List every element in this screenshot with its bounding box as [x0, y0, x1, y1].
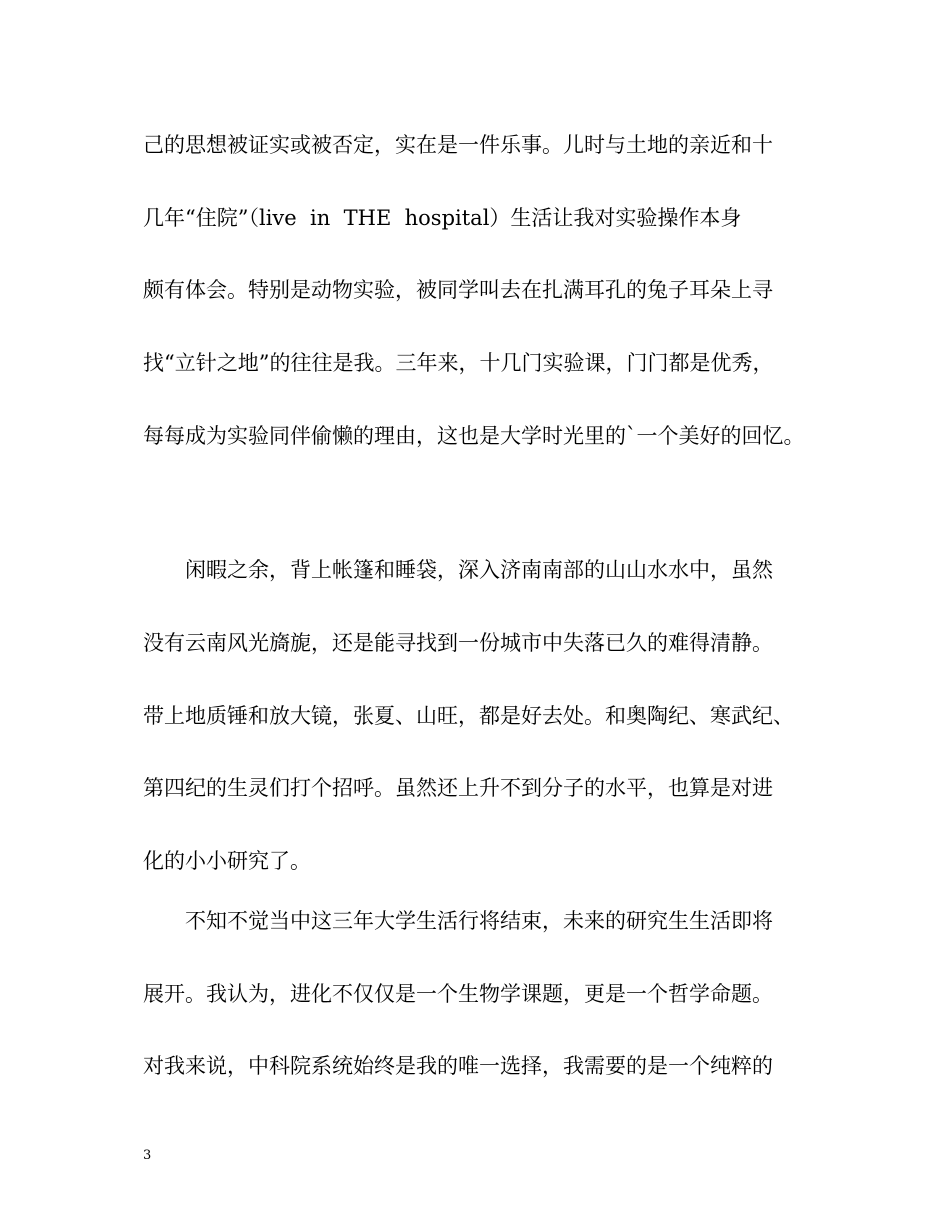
paragraph-line: 展开。我认为，进化不仅仅是一个生物学课题，更是一个哲学命题。 — [143, 982, 773, 1006]
paragraph-line: 没有云南风光旖旎，还是能寻找到一份城市中失落已久的难得清静。 — [143, 631, 773, 655]
paragraph-line: 找“立针之地”的往往是我。三年来，十几门实验课，门门都是优秀， — [143, 351, 774, 375]
paragraph-line: 几年“住院”（live in THE hospital）生活让我对实验操作本身 — [143, 206, 742, 230]
paragraph-line: 闲暇之余，背上帐篷和睡袋，深入济南南部的山山水水中，虽然 — [185, 558, 773, 582]
paragraph-line: 颇有体会。特别是动物实验，被同学叫去在扎满耳孔的兔子耳朵上寻 — [143, 278, 773, 302]
paragraph-line: 每每成为实验同伴偷懒的理由，这也是大学时光里的`一个美好的回忆。 — [143, 424, 805, 448]
paragraph-line: 化的小小研究了。 — [143, 849, 311, 873]
paragraph-line: 对我来说，中科院系统始终是我的唯一选择，我需要的是一个纯粹的 — [143, 1054, 773, 1078]
page-number: 3 — [143, 1148, 152, 1163]
paragraph-line: 第四纪的生灵们打个招呼。虽然还上升不到分子的水平，也算是对进 — [143, 776, 773, 800]
paragraph-line: 带上地质锤和放大镜，张夏、山旺，都是好去处。和奥陶纪、寒武纪、 — [143, 704, 794, 728]
paragraph-line: 己的思想被证实或被否定，实在是一件乐事。儿时与土地的亲近和十 — [143, 133, 773, 157]
paragraph-line: 不知不觉当中这三年大学生活行将结束，未来的研究生生活即将 — [185, 909, 773, 933]
